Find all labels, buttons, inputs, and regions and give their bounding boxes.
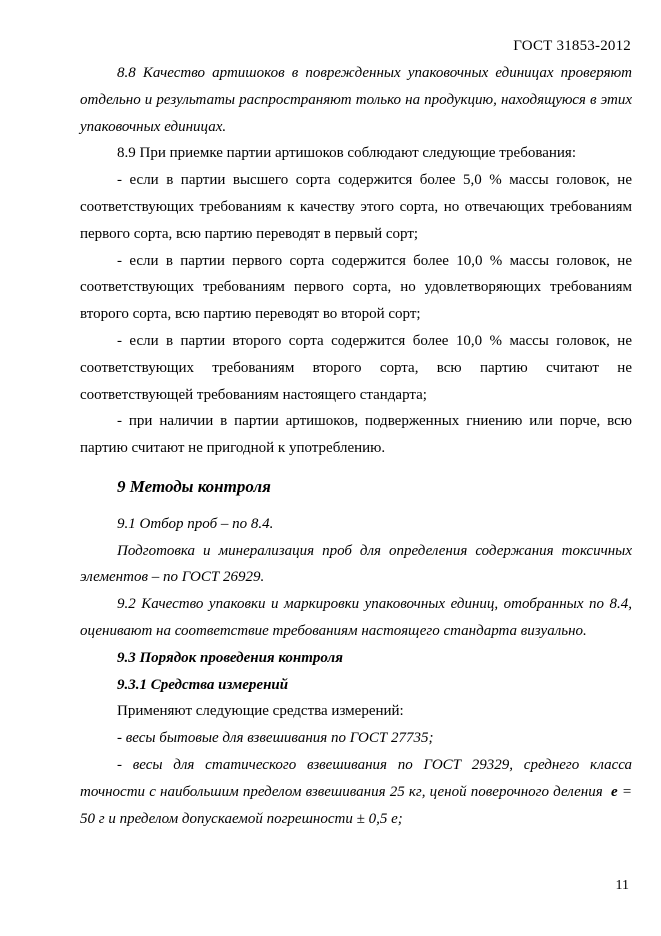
list-item-text: - весы для статического взвешивания по ГОСТ 29329, среднего класса точности с наибольшим пределом взвешивания 25 кг, ценой поверочного деления (80, 756, 632, 800)
subsection-heading-9-3-1: 9.3.1 Средства измерений (117, 676, 289, 693)
subsection-heading-9-3: 9.3 Порядок проведения контроля (117, 649, 343, 666)
paragraph-8-9: 8.9 При приемке партии артишоков соблюдают следующие требования: (117, 145, 577, 162)
list-item-text: = 50 г и пределом допускаемой погрешности ± 0,5 е; (80, 783, 633, 827)
measurement-intro: Применяют следующие средства измерений: (117, 703, 404, 720)
paragraph-9-1-preparation: Подготовка и минерализация проб для определения содержания токсичных элементов – по ГОСТ 26929. (80, 542, 632, 586)
paragraph-8-8: 8.8 Качество артишоков в поврежденных упаковочных единицах проверяют отдельно и результаты распространяют только на продукцию, находящуюся в этих упаковочных единицах. (80, 65, 632, 135)
page-body (80, 60, 632, 832)
variable-e: e (611, 783, 618, 800)
document-code: ГОСТ 31853-2012 (513, 38, 631, 54)
list-item: - если в партии высшего сорта содержится более 5,0 % массы головок, не соответствующих требованиям к качеству этого сорта, но отвечающих требованиям первого сорта, всю партию переводят в первый сорт; (80, 172, 632, 242)
page-number: 11 (615, 878, 629, 893)
paragraph-9-1: 9.1 Отбор проб – по 8.4. (117, 515, 274, 532)
section-heading-9: 9 Методы контроля (117, 476, 271, 496)
paragraph-9-2: 9.2 Качество упаковки и маркировки упаковочных единиц, отобранных по 8.4, оценивают на соответствие требованиям настоящего стандарта визуально. (80, 596, 632, 639)
list-item: - весы бытовые для взвешивания по ГОСТ 27735; (117, 730, 434, 747)
list-item: - если в партии первого сорта содержится более 10,0 % массы головок, не соответствующих требованиям первого сорта, но удовлетворяющих требованиям второго сорта, всю партию переводят во второй сорт; (80, 252, 632, 323)
list-item (80, 752, 632, 832)
list-item: - при наличии в партии артишоков, подверженных гниению или порче, всю партию считают не пригодной к употреблению. (80, 413, 632, 457)
list-item: - если в партии второго сорта содержится более 10,0 % массы головок, не соответствующих требованиям второго сорта, всю партию считают не соответствующей требованиям настоящего стандарта; (80, 332, 632, 403)
